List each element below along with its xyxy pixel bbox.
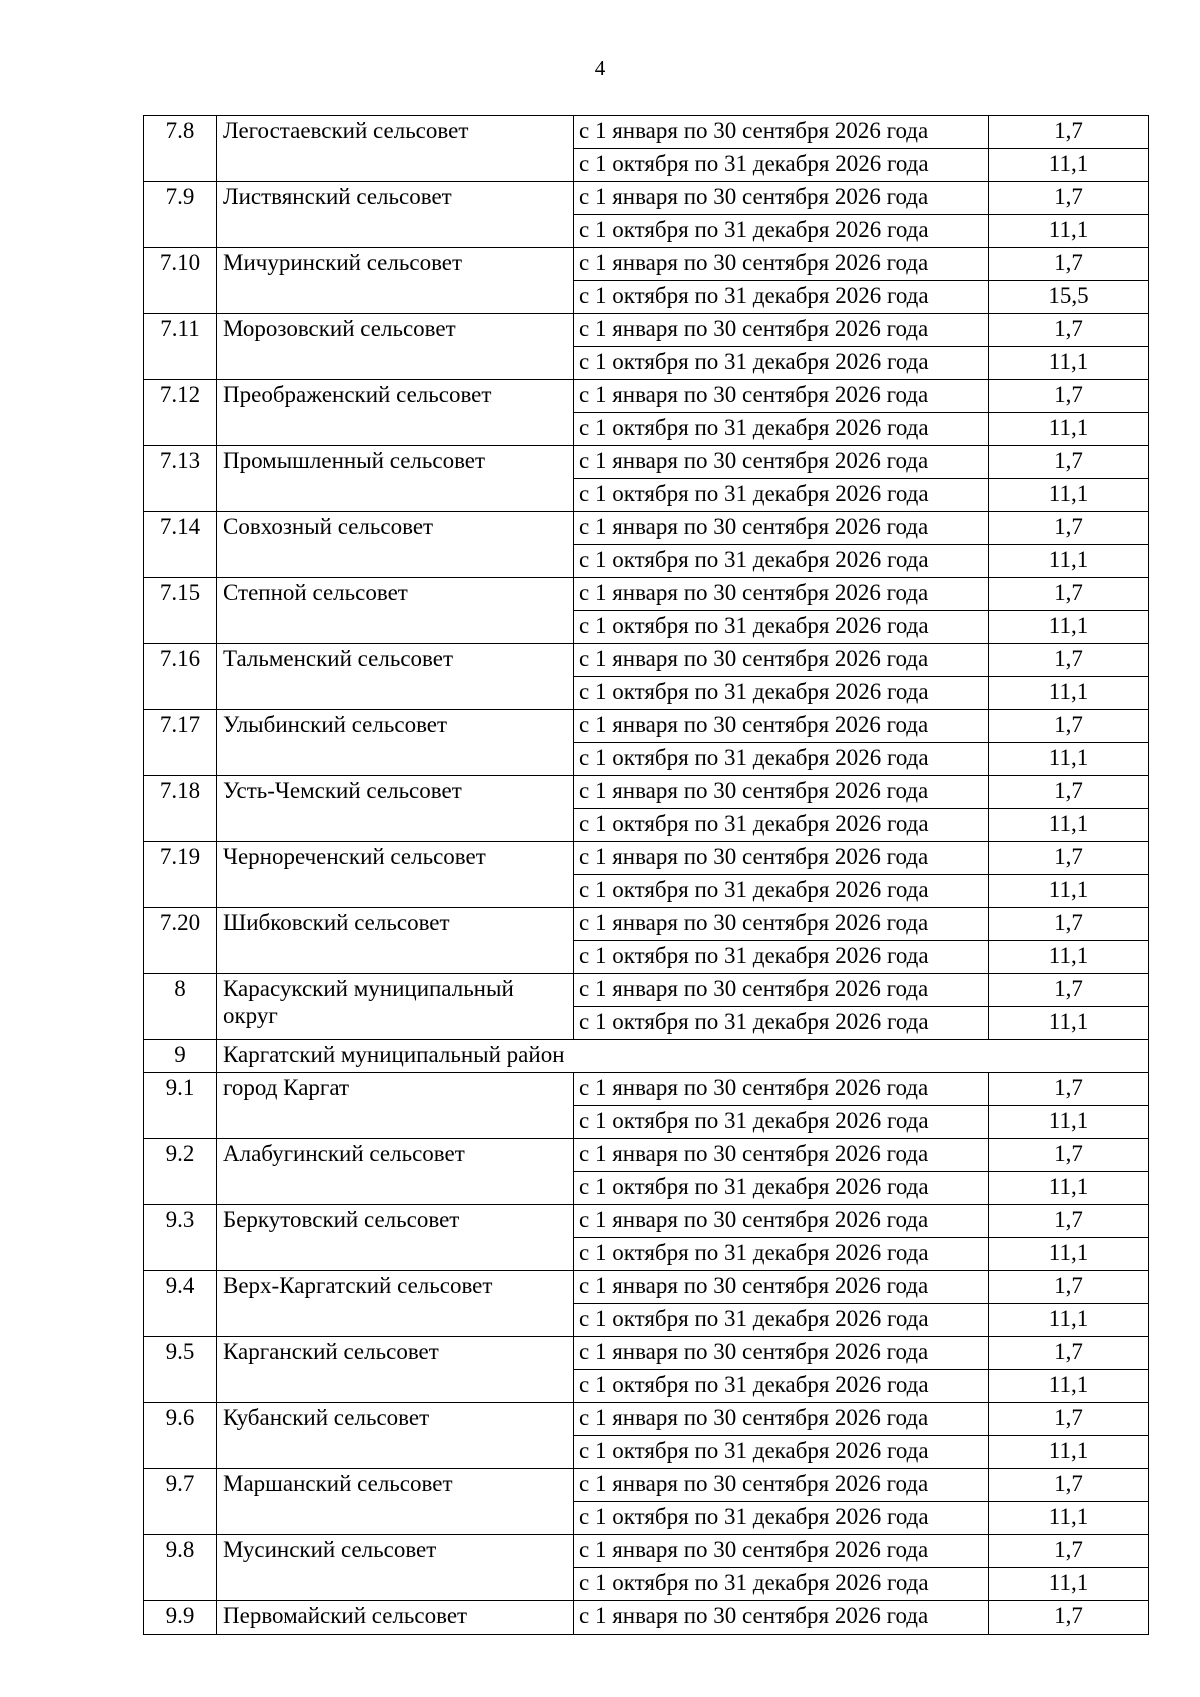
row-number: 7.13 [144, 446, 217, 512]
period-second: с 1 октября по 31 декабря 2026 года [574, 1172, 989, 1205]
value-first: 1,7 [989, 644, 1149, 677]
period-first: с 1 января по 30 сентября 2026 года [574, 1601, 989, 1635]
period-first: с 1 января по 30 сентября 2026 года [574, 644, 989, 677]
table-row [144, 1535, 1149, 1568]
period-first: с 1 января по 30 сентября 2026 года [574, 710, 989, 743]
section-row [144, 1040, 1149, 1073]
table-row [144, 1205, 1149, 1238]
value-first: 1,7 [989, 776, 1149, 809]
value-second: 15,5 [989, 281, 1149, 314]
municipality-name: Беркутовский сельсовет [217, 1205, 574, 1271]
municipality-name: Промышленный сельсовет [217, 446, 574, 512]
value-first: 1,7 [989, 1205, 1149, 1238]
municipality-name: Маршанский сельсовет [217, 1469, 574, 1535]
table-row [144, 1271, 1149, 1304]
table-row [144, 1073, 1149, 1106]
table-row [144, 1337, 1149, 1370]
row-number: 7.10 [144, 248, 217, 314]
value-second: 11,1 [989, 1106, 1149, 1139]
period-second: с 1 октября по 31 декабря 2026 года [574, 1436, 989, 1469]
period-first: с 1 января по 30 сентября 2026 года [574, 380, 989, 413]
municipality-name: Тальменский сельсовет [217, 644, 574, 710]
period-first: с 1 января по 30 сентября 2026 года [574, 1403, 989, 1436]
row-number: 7.12 [144, 380, 217, 446]
period-second: с 1 октября по 31 декабря 2026 года [574, 413, 989, 446]
period-first: с 1 января по 30 сентября 2026 года [574, 116, 989, 149]
value-second: 11,1 [989, 413, 1149, 446]
value-second: 11,1 [989, 1238, 1149, 1271]
row-number: 9.2 [144, 1139, 217, 1205]
value-first: 1,7 [989, 842, 1149, 875]
page-number: 4 [594, 56, 606, 80]
value-first: 1,7 [989, 710, 1149, 743]
tariff-table [143, 115, 1149, 1635]
municipality-name: Улыбинский сельсовет [217, 710, 574, 776]
period-first: с 1 января по 30 сентября 2026 года [574, 446, 989, 479]
row-number: 7.15 [144, 578, 217, 644]
value-first: 1,7 [989, 974, 1149, 1007]
table-row [144, 908, 1149, 941]
value-second: 11,1 [989, 611, 1149, 644]
table-row [144, 1601, 1149, 1635]
row-number: 9.8 [144, 1535, 217, 1601]
period-first: с 1 января по 30 сентября 2026 года [574, 776, 989, 809]
municipality-name: Листвянский сельсовет [217, 182, 574, 248]
table-row [144, 1469, 1149, 1502]
value-first: 1,7 [989, 512, 1149, 545]
row-number: 7.11 [144, 314, 217, 380]
value-first: 1,7 [989, 1073, 1149, 1106]
row-number: 9.1 [144, 1073, 217, 1139]
municipality-name: Мичуринский сельсовет [217, 248, 574, 314]
value-first: 1,7 [989, 182, 1149, 215]
period-first: с 1 января по 30 сентября 2026 года [574, 314, 989, 347]
value-first: 1,7 [989, 1601, 1149, 1635]
value-first: 1,7 [989, 248, 1149, 281]
table-row [144, 446, 1149, 479]
period-second: с 1 октября по 31 декабря 2026 года [574, 611, 989, 644]
period-second: с 1 октября по 31 декабря 2026 года [574, 875, 989, 908]
value-second: 11,1 [989, 1172, 1149, 1205]
row-number: 9.9 [144, 1601, 217, 1635]
municipality-name: Мусинский сельсовет [217, 1535, 574, 1601]
value-second: 11,1 [989, 149, 1149, 182]
row-number: 9.3 [144, 1205, 217, 1271]
municipality-name: Чернореченский сельсовет [217, 842, 574, 908]
period-second: с 1 октября по 31 декабря 2026 года [574, 1304, 989, 1337]
municipality-name: Усть-Чемский сельсовет [217, 776, 574, 842]
period-second: с 1 октября по 31 декабря 2026 года [574, 1502, 989, 1535]
period-first: с 1 января по 30 сентября 2026 года [574, 1073, 989, 1106]
table-row [144, 842, 1149, 875]
period-second: с 1 октября по 31 декабря 2026 года [574, 149, 989, 182]
period-second: с 1 октября по 31 декабря 2026 года [574, 941, 989, 974]
row-number: 9 [144, 1040, 217, 1073]
period-first: с 1 января по 30 сентября 2026 года [574, 1535, 989, 1568]
table-body [144, 116, 1149, 1635]
value-second: 11,1 [989, 1568, 1149, 1601]
period-first: с 1 января по 30 сентября 2026 года [574, 842, 989, 875]
period-second: с 1 октября по 31 декабря 2026 года [574, 1106, 989, 1139]
value-second: 11,1 [989, 215, 1149, 248]
municipality-name: Кубанский сельсовет [217, 1403, 574, 1469]
municipality-name: Легостаевский сельсовет [217, 116, 574, 182]
period-first: с 1 января по 30 сентября 2026 года [574, 1337, 989, 1370]
value-first: 1,7 [989, 446, 1149, 479]
table-row [144, 1403, 1149, 1436]
table-row [144, 116, 1149, 149]
value-first: 1,7 [989, 1469, 1149, 1502]
period-first: с 1 января по 30 сентября 2026 года [574, 1139, 989, 1172]
municipality-name: Верх-Каргатский сельсовет [217, 1271, 574, 1337]
row-number: 7.18 [144, 776, 217, 842]
table-row [144, 380, 1149, 413]
municipality-name: Преображенский сельсовет [217, 380, 574, 446]
table-row [144, 512, 1149, 545]
value-second: 11,1 [989, 809, 1149, 842]
table-row [144, 974, 1149, 1007]
row-number: 7.20 [144, 908, 217, 974]
period-first: с 1 января по 30 сентября 2026 года [574, 908, 989, 941]
value-second: 11,1 [989, 941, 1149, 974]
municipality-name: Алабугинский сельсовет [217, 1139, 574, 1205]
period-second: с 1 октября по 31 декабря 2026 года [574, 281, 989, 314]
value-second: 11,1 [989, 1370, 1149, 1403]
period-first: с 1 января по 30 сентября 2026 года [574, 1469, 989, 1502]
value-first: 1,7 [989, 908, 1149, 941]
table-row [144, 182, 1149, 215]
period-first: с 1 января по 30 сентября 2026 года [574, 974, 989, 1007]
period-first: с 1 января по 30 сентября 2026 года [574, 182, 989, 215]
value-second: 11,1 [989, 875, 1149, 908]
municipality-name: Карасукский муниципальный округ [217, 974, 574, 1040]
municipality-name: Шибковский сельсовет [217, 908, 574, 974]
value-first: 1,7 [989, 1271, 1149, 1304]
value-first: 1,7 [989, 314, 1149, 347]
value-second: 11,1 [989, 545, 1149, 578]
value-second: 11,1 [989, 677, 1149, 710]
period-second: с 1 октября по 31 декабря 2026 года [574, 1238, 989, 1271]
period-second: с 1 октября по 31 декабря 2026 года [574, 677, 989, 710]
period-second: с 1 октября по 31 декабря 2026 года [574, 743, 989, 776]
period-second: с 1 октября по 31 декабря 2026 года [574, 215, 989, 248]
municipality-name: Карганский сельсовет [217, 1337, 574, 1403]
value-second: 11,1 [989, 1502, 1149, 1535]
table-row [144, 1139, 1149, 1172]
period-second: с 1 октября по 31 декабря 2026 года [574, 809, 989, 842]
row-number: 7.9 [144, 182, 217, 248]
period-second: с 1 октября по 31 декабря 2026 года [574, 347, 989, 380]
value-first: 1,7 [989, 1403, 1149, 1436]
period-second: с 1 октября по 31 декабря 2026 года [574, 1370, 989, 1403]
value-first: 1,7 [989, 380, 1149, 413]
row-number: 8 [144, 974, 217, 1040]
row-number: 9.6 [144, 1403, 217, 1469]
row-number: 7.8 [144, 116, 217, 182]
row-number: 7.16 [144, 644, 217, 710]
value-second: 11,1 [989, 743, 1149, 776]
value-second: 11,1 [989, 347, 1149, 380]
value-first: 1,7 [989, 1139, 1149, 1172]
table-row [144, 710, 1149, 743]
value-second: 11,1 [989, 1304, 1149, 1337]
value-first: 1,7 [989, 116, 1149, 149]
period-first: с 1 января по 30 сентября 2026 года [574, 1205, 989, 1238]
value-second: 11,1 [989, 479, 1149, 512]
value-second: 11,1 [989, 1436, 1149, 1469]
row-number: 7.17 [144, 710, 217, 776]
period-second: с 1 октября по 31 декабря 2026 года [574, 1007, 989, 1040]
table-row [144, 314, 1149, 347]
period-first: с 1 января по 30 сентября 2026 года [574, 1271, 989, 1304]
row-number: 9.5 [144, 1337, 217, 1403]
section-title: Каргатский муниципальный район [217, 1040, 1149, 1073]
table-row [144, 248, 1149, 281]
value-first: 1,7 [989, 578, 1149, 611]
row-number: 9.7 [144, 1469, 217, 1535]
period-first: с 1 января по 30 сентября 2026 года [574, 578, 989, 611]
table-row [144, 776, 1149, 809]
municipality-name: Степной сельсовет [217, 578, 574, 644]
row-number: 7.19 [144, 842, 217, 908]
period-second: с 1 октября по 31 декабря 2026 года [574, 545, 989, 578]
value-second: 11,1 [989, 1007, 1149, 1040]
period-second: с 1 октября по 31 декабря 2026 года [574, 479, 989, 512]
municipality-name: Морозовский сельсовет [217, 314, 574, 380]
row-number: 7.14 [144, 512, 217, 578]
period-first: с 1 января по 30 сентября 2026 года [574, 248, 989, 281]
municipality-name: Первомайский сельсовет [217, 1601, 574, 1635]
table-row [144, 644, 1149, 677]
table-row [144, 578, 1149, 611]
value-first: 1,7 [989, 1337, 1149, 1370]
value-first: 1,7 [989, 1535, 1149, 1568]
municipality-name: Совхозный сельсовет [217, 512, 574, 578]
period-second: с 1 октября по 31 декабря 2026 года [574, 1568, 989, 1601]
row-number: 9.4 [144, 1271, 217, 1337]
municipality-name: город Каргат [217, 1073, 574, 1139]
period-first: с 1 января по 30 сентября 2026 года [574, 512, 989, 545]
